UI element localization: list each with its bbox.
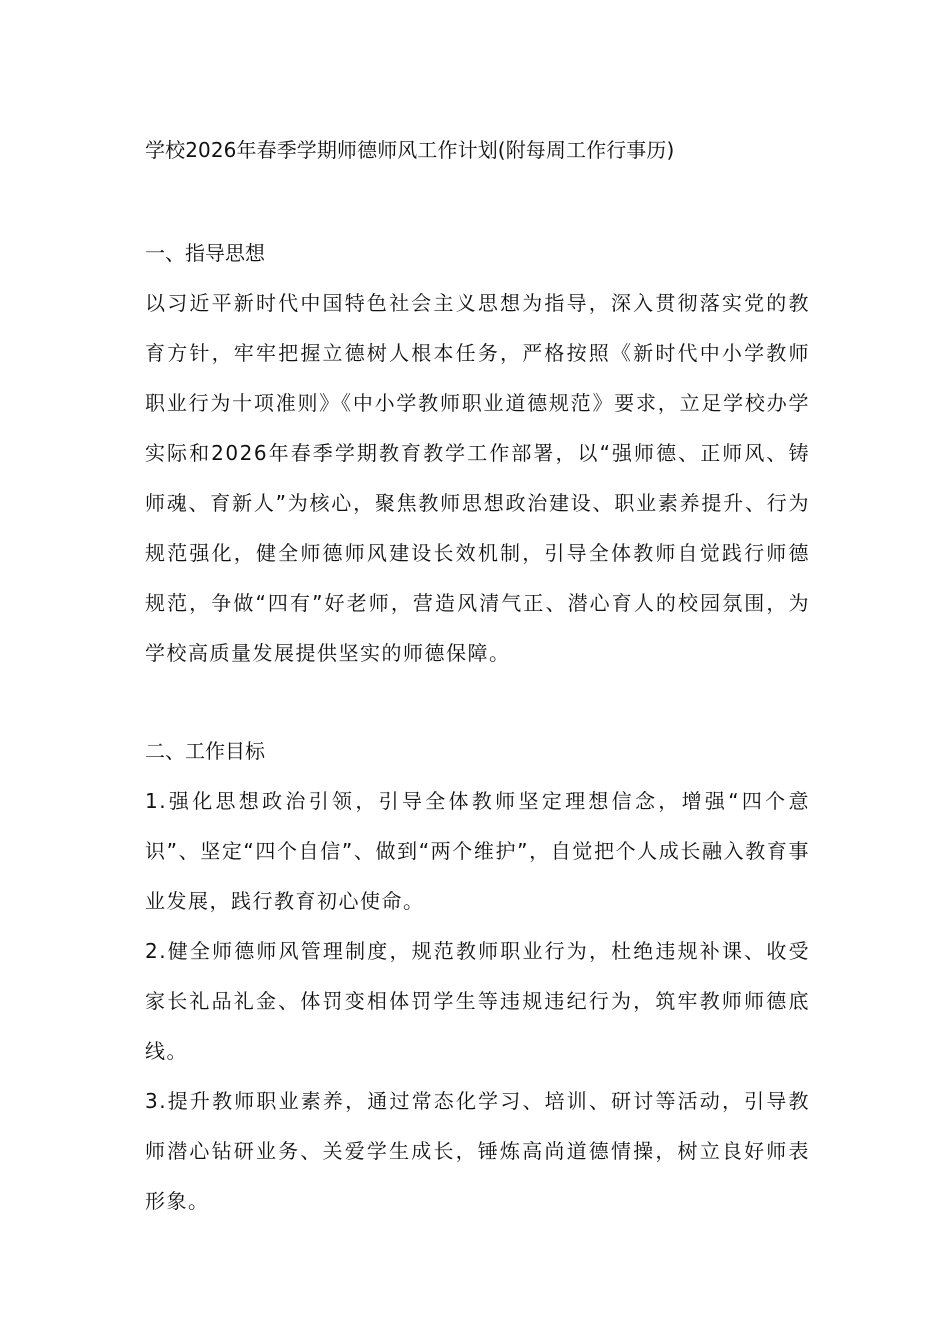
document-body [145, 128, 810, 1226]
document-title: 学校2026年春季学期师德师风工作计划(附每周工作行事历) [145, 138, 675, 162]
spacer [145, 678, 810, 726]
spacer [145, 172, 810, 228]
section-guiding-ideology [145, 228, 810, 678]
paragraph: 以习近平新时代中国特色社会主义思想为指导，深入贯彻落实党的教育方针，牢牢把握立德树人根本任务，严格按照《新时代中小学教师职业行为十项准则》《中小学教师职业道德规范》要求，立足学校办学实际和2026年春季学期教育教学工作部署，以“强师德、正师风、铸师魂、育新人”为核心，聚焦教师思想政治建设、职业素养提升、行为规范强化，健全师德师风建设长效机制，引导全体教师自觉践行师德规范，争做“四有”好老师，营造风清气正、潜心育人的校园氛围，为学校高质量发展提供坚实的师德保障。 [145, 291, 810, 665]
goal-item: 2.健全师德师风管理制度，规范教师职业行为，杜绝违规补课、收受家长礼品礼金、体罚变相体罚学生等违规违纪行为，筑牢教师师德底线。 [145, 939, 810, 1063]
section-heading: 二、工作目标 [145, 739, 265, 763]
section-heading: 一、指导思想 [145, 241, 265, 265]
section-work-goals [145, 726, 810, 1226]
goal-item: 3.提升教师职业素养，通过常态化学习、培训、研讨等活动，引导教师潜心钻研业务、关爱学生成长，锤炼高尚道德情操，树立良好师表形象。 [145, 1089, 810, 1213]
goal-item: 1.强化思想政治引领，引导全体教师坚定理想信念，增强“四个意识”、坚定“四个自信”、做到“两个维护”，自觉把个人成长融入教育事业发展，践行教育初心使命。 [145, 789, 810, 913]
